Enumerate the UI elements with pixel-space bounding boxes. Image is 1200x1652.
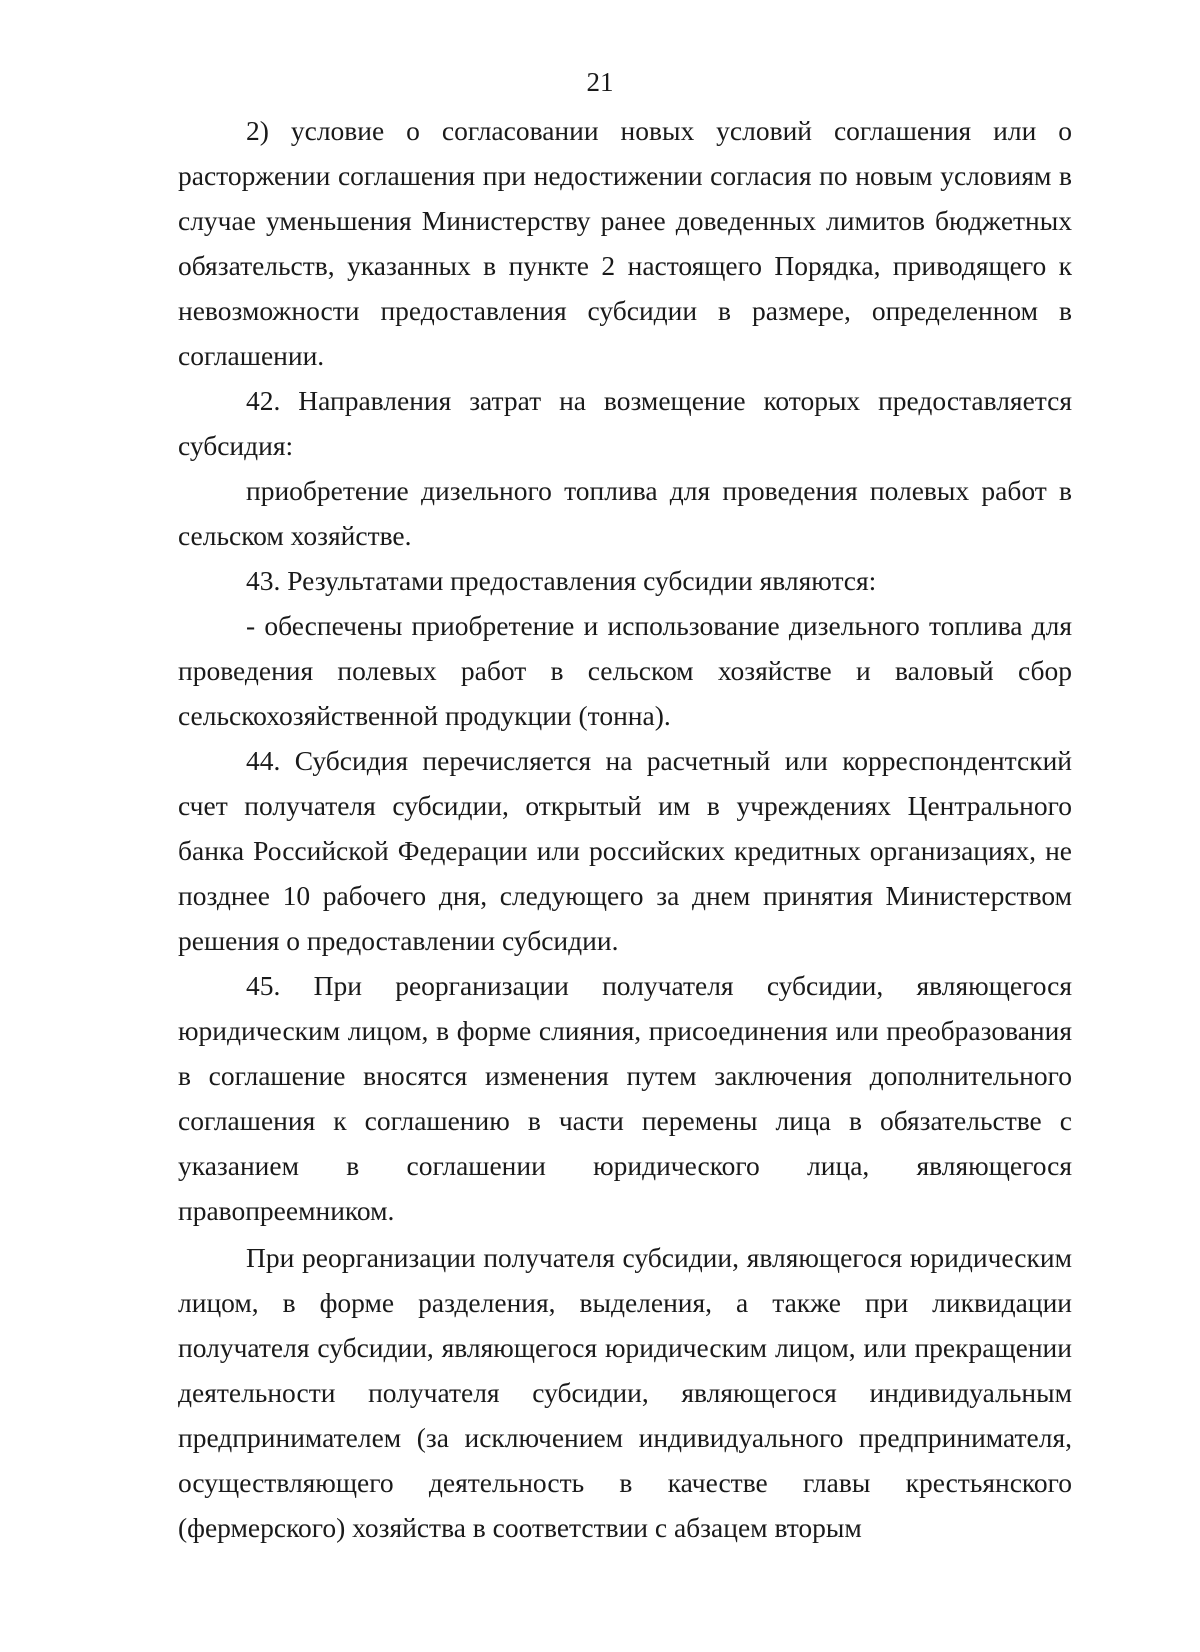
paragraph-45-continuation: При реорганизации получателя субсидии, являющегося юридическим лицом, в форме разделения, выделения, а также при ликвидации получателя субсидии, являющегося юридическим лицом, или прекращении деятельности получателя субсидии, являющегося индивидуальным предпринимателем (за исключением индивидуального предпринимателя, осуществляющего деятельность в качестве главы крестьянского (фермерского) хозяйства в соответствии с абзацем вторым <box>178 1242 1072 1543</box>
paragraph-45: 45. При реорганизации получателя субсидии, являющегося юридическим лицом, в форме слияния, присоединения или преобразования в соглашение вносятся изменения путем заключения дополнительного соглашения к соглашению в части перемены лица в обязательстве с указанием в соглашении юридического лица, являющегося правопреемником. <box>178 970 1072 1226</box>
paragraph-44: 44. Субсидия перечисляется на расчетный или корреспондентский счет получателя субсидии, открытый им в учреждениях Центрального банка Российской Федерации или российских кредитных организациях, не позднее 10 рабочего дня, следующего за днем принятия Министерством решения о предоставлении субсидии. <box>178 745 1072 956</box>
paragraph-42-item: приобретение дизельного топлива для проведения полевых работ в сельском хозяйстве. <box>178 475 1072 551</box>
document-body <box>178 108 1072 1550</box>
page-number: 21 <box>586 67 614 97</box>
paragraph-item-2: 2) условие о согласовании новых условий соглашения или о расторжении соглашения при недостижении согласия по новым условиям в случае уменьшения Министерству ранее доведенных лимитов бюджетных обязательств, указанных в пункте 2 настоящего Порядка, приводящего к невозможности предоставления субсидии в размере, определенном в соглашении. <box>178 115 1072 371</box>
paragraph-43-item: - обеспечены приобретение и использование дизельного топлива для проведения полевых работ в сельском хозяйстве и валовый сбор сельскохозяйственной продукции (тонна). <box>178 610 1072 731</box>
paragraph-42: 42. Направления затрат на возмещение которых предоставляется субсидия: <box>178 385 1072 461</box>
paragraph-43: 43. Результатами предоставления субсидии являются: <box>246 565 877 596</box>
